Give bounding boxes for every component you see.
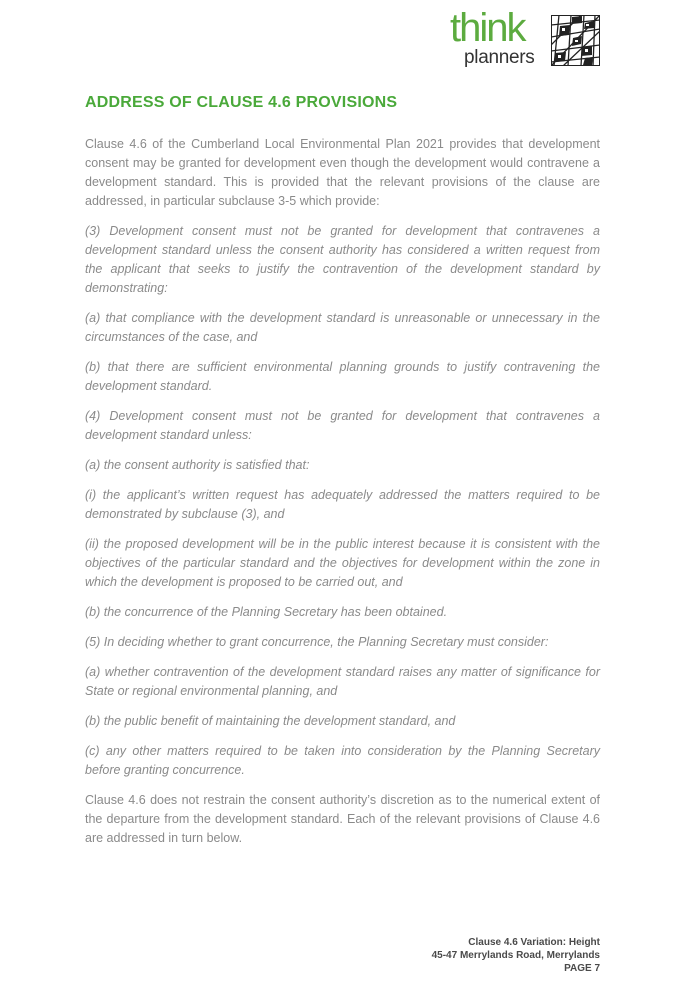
- logo-word-think: think: [450, 6, 525, 50]
- subclause-3: (3) Development consent must not be granted for development that contravenes a development standard unless the consent authority has considered a written request from the applicant that seeks to justify the contravention of the development standard by demonstrating:: [85, 224, 600, 295]
- logo-word-planners: planners: [464, 47, 535, 68]
- page-footer: [432, 936, 600, 975]
- subclause-5a: (a) whether contravention of the development standard raises any matter of significance for State or regional environmental planning, and: [85, 665, 600, 698]
- subclause-5: (5) In deciding whether to grant concurrence, the Planning Secretary must consider:: [85, 635, 549, 649]
- subclause-4b: (b) the concurrence of the Planning Secretary has been obtained.: [85, 605, 448, 619]
- subclause-4a-i: (i) the applicant’s written request has adequately addressed the matters required to be demonstrated by subclause (3), and: [85, 488, 600, 521]
- subclause-4a: (a) the consent authority is satisfied that:: [85, 458, 310, 472]
- subclause-4: (4) Development consent must not be granted for development that contravenes a development standard unless:: [85, 409, 600, 442]
- footer-address: 45-47 Merrylands Road, Merrylands: [431, 950, 600, 961]
- footer-document-title: Clause 4.6 Variation: Height: [468, 937, 600, 948]
- intro-paragraph: Clause 4.6 of the Cumberland Local Environmental Plan 2021 provides that development consent may be granted for development even though the development would contravene a development standard. This is provided that the relevant provisions of the clause are addressed, in particular subclause 3-5 which provide:: [85, 137, 600, 208]
- closing-paragraph: Clause 4.6 does not restrain the consent authority’s discretion as to the numerical extent of the departure from the development standard. Each of the relevant provisions of Clause 4.6 are addressed in turn below.: [85, 793, 600, 845]
- subclause-4a-ii: (ii) the proposed development will be in the public interest because it is consistent with the objectives of the particular standard and the objectives for development within the zone in which the development is proposed to be carried out, and: [85, 537, 600, 589]
- subclause-5c: (c) any other matters required to be taken into consideration by the Planning Secretary before granting concurrence.: [85, 744, 600, 777]
- subclause-5b: (b) the public benefit of maintaining the development standard, and: [85, 714, 456, 728]
- section-heading: ADDRESS OF CLAUSE 4.6 PROVISIONS: [85, 94, 398, 111]
- think-planners-logo: [448, 6, 600, 70]
- subclause-3a: (a) that compliance with the development standard is unreasonable or unnecessary in the circumstances of the case, and: [85, 311, 600, 344]
- document-body: [85, 135, 600, 859]
- footer-page-number: PAGE 7: [564, 963, 600, 974]
- subclause-3b: (b) that there are sufficient environmental planning grounds to justify contravening the development standard.: [85, 360, 600, 393]
- city-map-icon: [551, 15, 600, 66]
